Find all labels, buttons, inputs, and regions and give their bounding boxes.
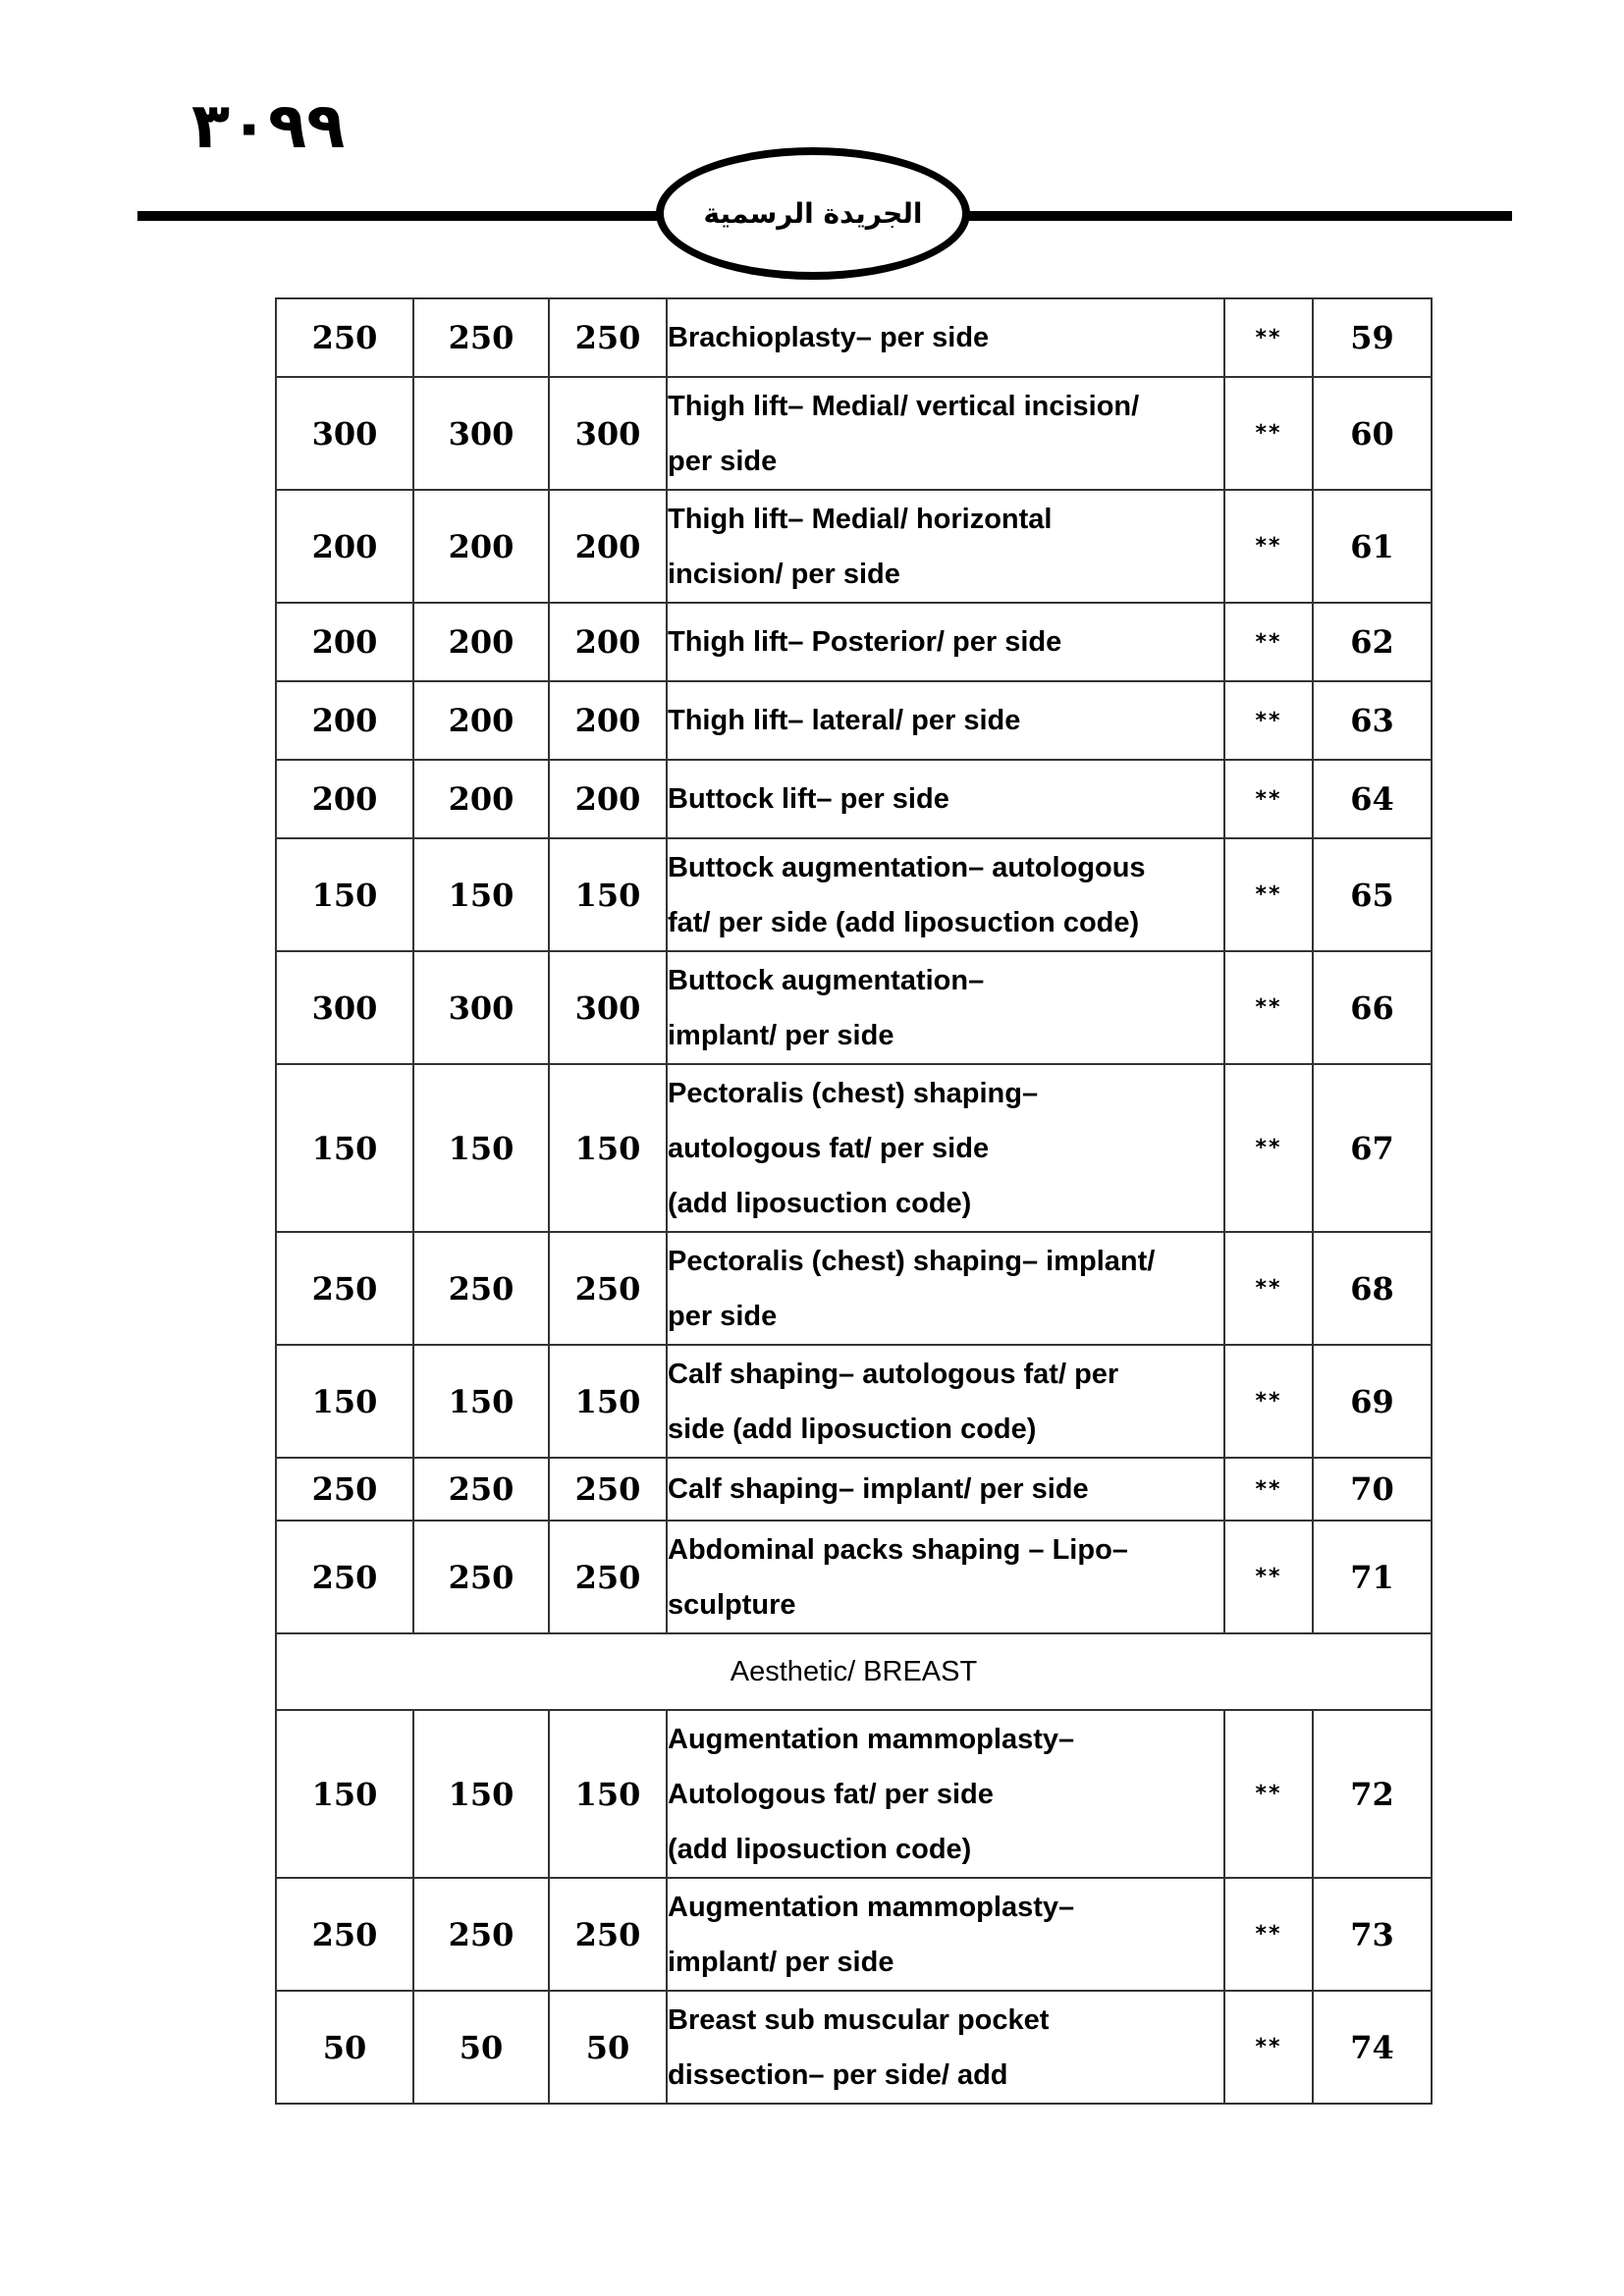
mark-cell: ** [1224,1878,1313,1991]
fee-cell-1: 300 [276,951,413,1064]
fee-cell-3: 250 [549,1232,667,1345]
masthead-title: الجريدة الرسمية [703,197,923,230]
procedure-description [667,681,1224,760]
fee-cell-2: 150 [413,1710,549,1878]
fee-cell-3: 200 [549,490,667,603]
description-line: Brachioplasty– per side [668,322,990,353]
table-row [276,1710,1432,1878]
fee-cell-1: 250 [276,1232,413,1345]
table-row [276,1345,1432,1458]
description-line: Buttock augmentation– [668,964,985,996]
fee-cell-3: 250 [549,1521,667,1633]
header-rule-right [967,211,1512,221]
item-number: 60 [1313,377,1432,490]
item-number: 65 [1313,838,1432,951]
item-number: 71 [1313,1521,1432,1633]
description-line: Buttock lift– per side [668,783,949,815]
item-number: 64 [1313,760,1432,838]
fee-cell-3: 200 [549,603,667,681]
item-number: 66 [1313,951,1432,1064]
description-line: implant/ per side [668,1946,894,1978]
description-line: sculpture [668,1588,796,1621]
description-line: per side [668,445,778,477]
mark-cell: ** [1224,1521,1313,1633]
fee-cell-2: 150 [413,1345,549,1458]
section-heading: Aesthetic/ BREAST [276,1633,1432,1710]
item-number: 70 [1313,1458,1432,1521]
fee-cell-3: 50 [549,1991,667,2104]
fee-cell-2: 250 [413,298,549,377]
description-line: Thigh lift– Medial/ vertical incision/ [668,390,1140,422]
fee-cell-1: 200 [276,490,413,603]
mark-cell: ** [1224,681,1313,760]
mark-cell: ** [1224,1991,1313,2104]
item-number: 72 [1313,1710,1432,1878]
description-line: fat/ per side (add liposuction code) [668,906,1140,938]
fee-cell-1: 200 [276,760,413,838]
page-number: ٣٠٩٩ [191,90,346,163]
fee-cell-1: 250 [276,298,413,377]
mark-cell: ** [1224,377,1313,490]
description-line: Pectoralis (chest) shaping– implant/ [668,1245,1156,1277]
description-line: Abdominal packs shaping – Lipo– [668,1533,1128,1566]
fee-cell-1: 300 [276,377,413,490]
fee-cell-3: 250 [549,1878,667,1991]
description-line: Augmentation mammoplasty– [668,1891,1075,1923]
procedure-description [667,760,1224,838]
item-number: 61 [1313,490,1432,603]
item-number: 63 [1313,681,1432,760]
mark-cell: ** [1224,1458,1313,1521]
fee-cell-1: 50 [276,1991,413,2104]
fee-cell-2: 300 [413,377,549,490]
mark-cell: ** [1224,760,1313,838]
procedure-description [667,603,1224,681]
section-row [276,1633,1432,1710]
table-row [276,377,1432,490]
procedure-description [667,1991,1224,2104]
fee-cell-1: 150 [276,838,413,951]
mark-cell: ** [1224,838,1313,951]
fee-cell-3: 150 [549,838,667,951]
description-line: Calf shaping– implant/ per side [668,1473,1089,1505]
fee-cell-1: 200 [276,603,413,681]
fee-cell-2: 250 [413,1232,549,1345]
fee-cell-1: 150 [276,1710,413,1878]
description-line: Thigh lift– Posterior/ per side [668,626,1062,658]
table-row [276,298,1432,377]
fee-cell-2: 250 [413,1878,549,1991]
description-line: autologous fat/ per side [668,1132,990,1164]
fee-cell-2: 250 [413,1458,549,1521]
mark-cell: ** [1224,1064,1313,1232]
item-number: 59 [1313,298,1432,377]
fee-cell-1: 150 [276,1345,413,1458]
procedure-description [667,1345,1224,1458]
fee-cell-3: 150 [549,1710,667,1878]
fee-cell-1: 250 [276,1521,413,1633]
mark-cell: ** [1224,298,1313,377]
procedure-description [667,1232,1224,1345]
description-line: Autologous fat/ per side [668,1778,994,1810]
table-row [276,1458,1432,1521]
fee-table [275,297,1433,2105]
mark-cell: ** [1224,1710,1313,1878]
table-row [276,1991,1432,2104]
fee-cell-2: 300 [413,951,549,1064]
description-line: dissection– per side/ add [668,2058,1008,2091]
procedure-description [667,377,1224,490]
table-row [276,760,1432,838]
fee-cell-1: 200 [276,681,413,760]
mark-cell: ** [1224,1232,1313,1345]
mark-cell: ** [1224,951,1313,1064]
procedure-description [667,1458,1224,1521]
procedure-description [667,1710,1224,1878]
description-line: Pectoralis (chest) shaping– [668,1077,1039,1109]
fee-cell-3: 300 [549,377,667,490]
item-number: 62 [1313,603,1432,681]
description-line: Calf shaping– autologous fat/ per [668,1358,1119,1390]
fee-cell-2: 150 [413,1064,549,1232]
fee-cell-1: 150 [276,1064,413,1232]
table-row [276,681,1432,760]
procedure-description [667,298,1224,377]
mark-cell: ** [1224,1345,1313,1458]
table-row [276,951,1432,1064]
header-rule-left [137,211,658,221]
procedure-description [667,838,1224,951]
fee-cell-2: 200 [413,490,549,603]
description-line: Thigh lift– Medial/ horizontal [668,503,1053,535]
fee-cell-3: 200 [549,681,667,760]
description-line: (add liposuction code) [668,1187,972,1219]
table-row [276,1232,1432,1345]
description-line: implant/ per side [668,1019,894,1051]
description-line: (add liposuction code) [668,1833,972,1865]
mark-cell: ** [1224,490,1313,603]
fee-cell-2: 200 [413,760,549,838]
item-number: 73 [1313,1878,1432,1991]
fee-cell-2: 50 [413,1991,549,2104]
description-line: side (add liposuction code) [668,1413,1037,1445]
table-row [276,838,1432,951]
fee-cell-1: 250 [276,1458,413,1521]
description-line: per side [668,1300,778,1332]
fee-cell-2: 200 [413,603,549,681]
item-number: 68 [1313,1232,1432,1345]
masthead-oval [656,147,970,280]
procedure-description [667,1064,1224,1232]
table-row [276,490,1432,603]
item-number: 74 [1313,1991,1432,2104]
fee-cell-2: 250 [413,1521,549,1633]
description-line: Buttock augmentation– autologous [668,851,1146,883]
table-row [276,1521,1432,1633]
item-number: 69 [1313,1345,1432,1458]
fee-cell-3: 300 [549,951,667,1064]
fee-cell-3: 150 [549,1345,667,1458]
table-row [276,1878,1432,1991]
fee-cell-3: 250 [549,1458,667,1521]
fee-cell-3: 150 [549,1064,667,1232]
description-line: Thigh lift– lateral/ per side [668,705,1021,736]
description-line: Augmentation mammoplasty– [668,1723,1075,1755]
item-number: 67 [1313,1064,1432,1232]
fee-cell-3: 250 [549,298,667,377]
table-row [276,603,1432,681]
procedure-description [667,490,1224,603]
fee-cell-3: 200 [549,760,667,838]
procedure-description [667,1878,1224,1991]
fee-cell-2: 150 [413,838,549,951]
fee-cell-1: 250 [276,1878,413,1991]
fee-cell-2: 200 [413,681,549,760]
mark-cell: ** [1224,603,1313,681]
procedure-description [667,951,1224,1064]
table-row [276,1064,1432,1232]
procedure-description [667,1521,1224,1633]
description-line: Breast sub muscular pocket [668,2003,1050,2036]
description-line: incision/ per side [668,558,900,590]
